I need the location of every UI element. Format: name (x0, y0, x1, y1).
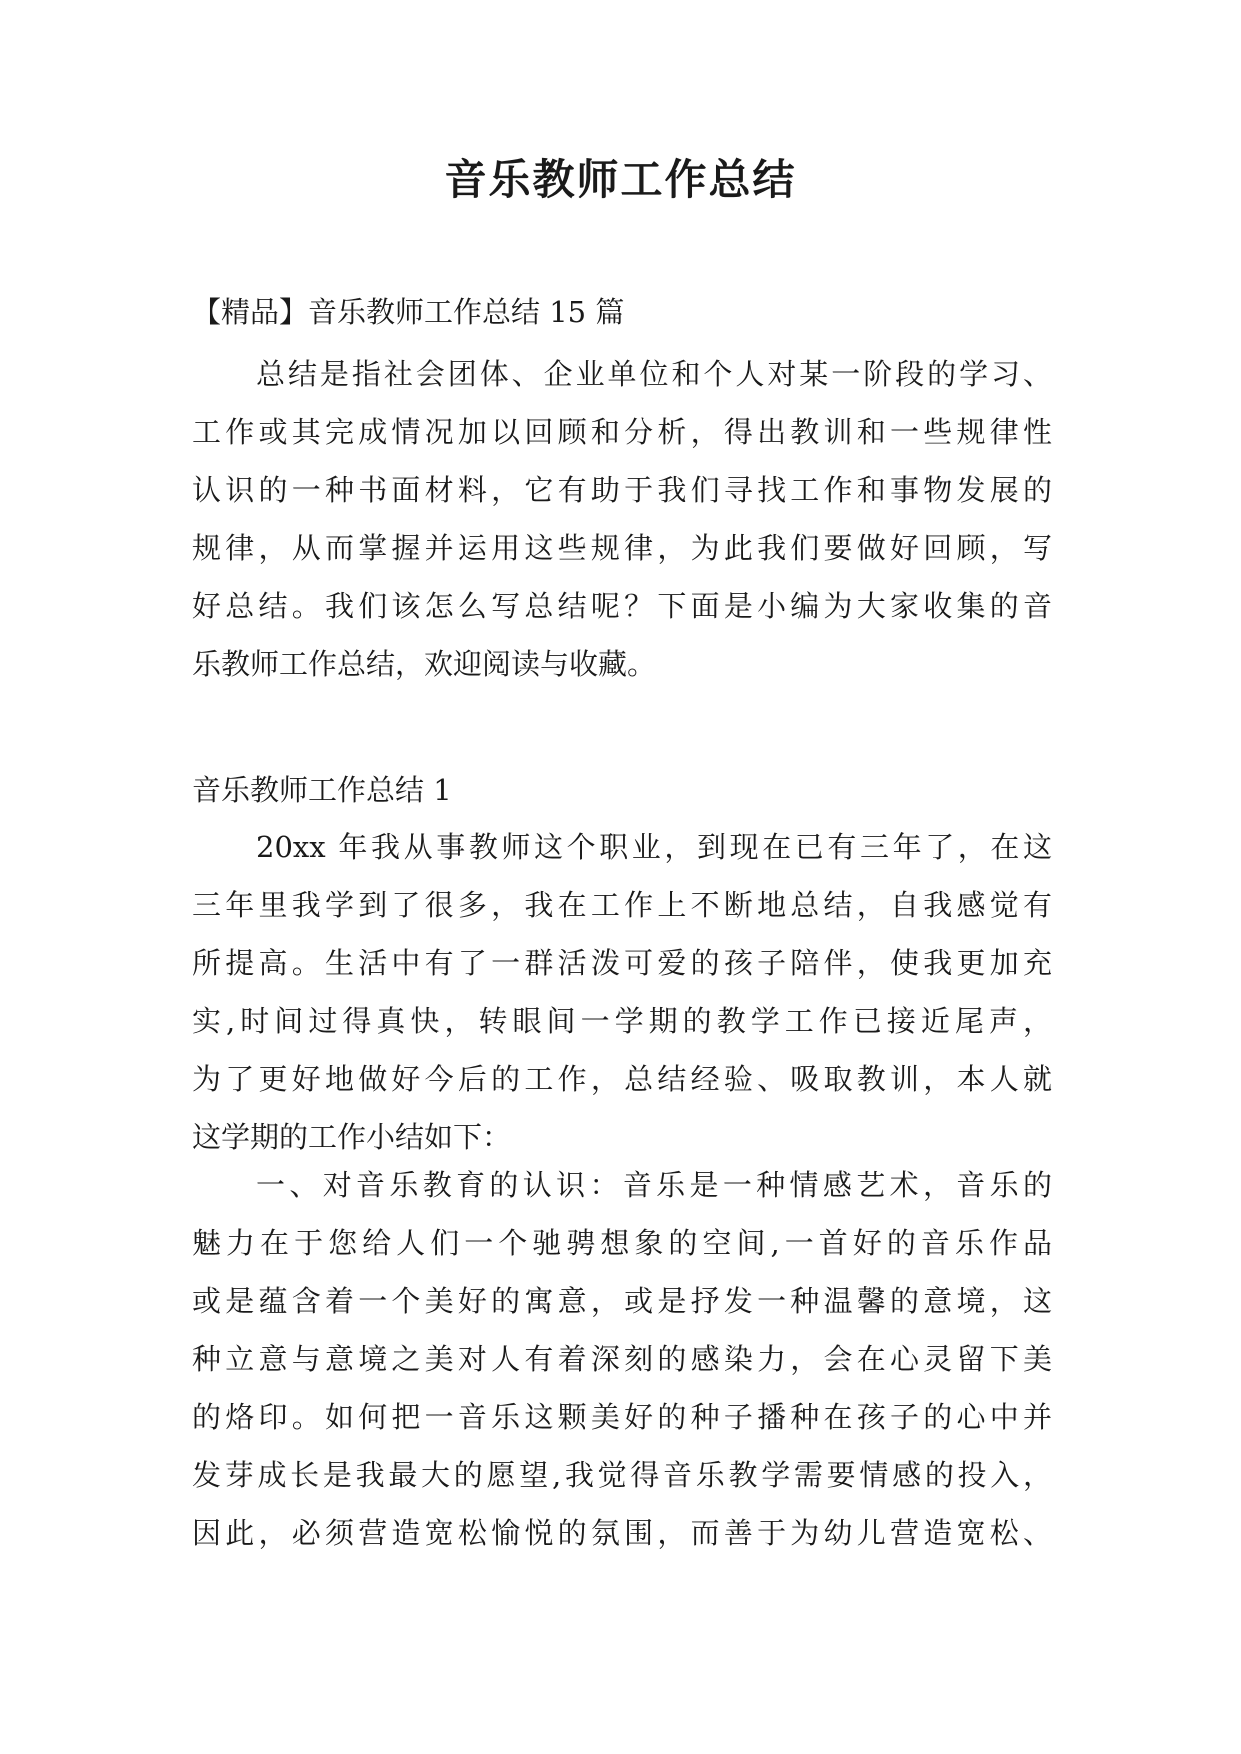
paragraph-line: 种立意与意境之美对人有着深刻的感染力，会在心灵留下美 (192, 1342, 1052, 1376)
paragraph-line: 的烙印。如何把一音乐这颗美好的种子播种在孩子的心中并 (192, 1400, 1052, 1434)
paragraph-line: 规律，从而掌握并运用这些规律，为此我们要做好回顾，写 (192, 531, 1052, 565)
paragraph-line: 魅力在于您给人们一个驰骋想象的空间,一首好的音乐作品 (192, 1226, 1052, 1260)
section1-paragraph-1 (192, 818, 1052, 1166)
paragraph-line: 总结是指社会团体、企业单位和个人对某一阶段的学习、 (256, 357, 1052, 391)
section1-paragraph-2 (192, 1156, 1052, 1562)
paragraph-line: 实,时间过得真快，转眼间一学期的教学工作已接近尾声， (192, 1004, 1052, 1038)
paragraph-line: 乐教师工作总结，欢迎阅读与收藏。 (192, 647, 657, 681)
section-heading: 音乐教师工作总结 1 (192, 773, 452, 807)
paragraph-line: 所提高。生活中有了一群活泼可爱的孩子陪伴，使我更加充 (192, 946, 1052, 980)
paragraph-line: 发芽成长是我最大的愿望,我觉得音乐教学需要情感的投入， (192, 1458, 1052, 1492)
intro-paragraph (192, 345, 1052, 693)
paragraph-line: 或是蕴含着一个美好的寓意，或是抒发一种温馨的意境，这 (192, 1284, 1052, 1318)
paragraph-line: 好总结。我们该怎么写总结呢？下面是小编为大家收集的音 (192, 589, 1052, 623)
document-title: 音乐教师工作总结 (444, 155, 797, 204)
paragraph-line: 认识的一种书面材料，它有助于我们寻找工作和事物发展的 (192, 473, 1052, 507)
paragraph-line: 一、对音乐教育的认识：音乐是一种情感艺术，音乐的 (256, 1168, 1052, 1202)
paragraph-line: 20xx 年我从事教师这个职业，到现在已有三年了，在这 (256, 830, 1052, 864)
paragraph-line: 为了更好地做好今后的工作，总结经验、吸取教训，本人就 (192, 1062, 1052, 1096)
paragraph-line: 工作或其完成情况加以回顾和分析，得出教训和一些规律性 (192, 415, 1052, 449)
document-subtitle: 【精品】音乐教师工作总结 15 篇 (192, 295, 625, 329)
paragraph-line: 三年里我学到了很多，我在工作上不断地总结，自我感觉有 (192, 888, 1052, 922)
paragraph-line: 因此，必须营造宽松愉悦的氛围，而善于为幼儿营造宽松、 (192, 1516, 1052, 1550)
paragraph-line: 这学期的工作小结如下： (192, 1120, 512, 1154)
